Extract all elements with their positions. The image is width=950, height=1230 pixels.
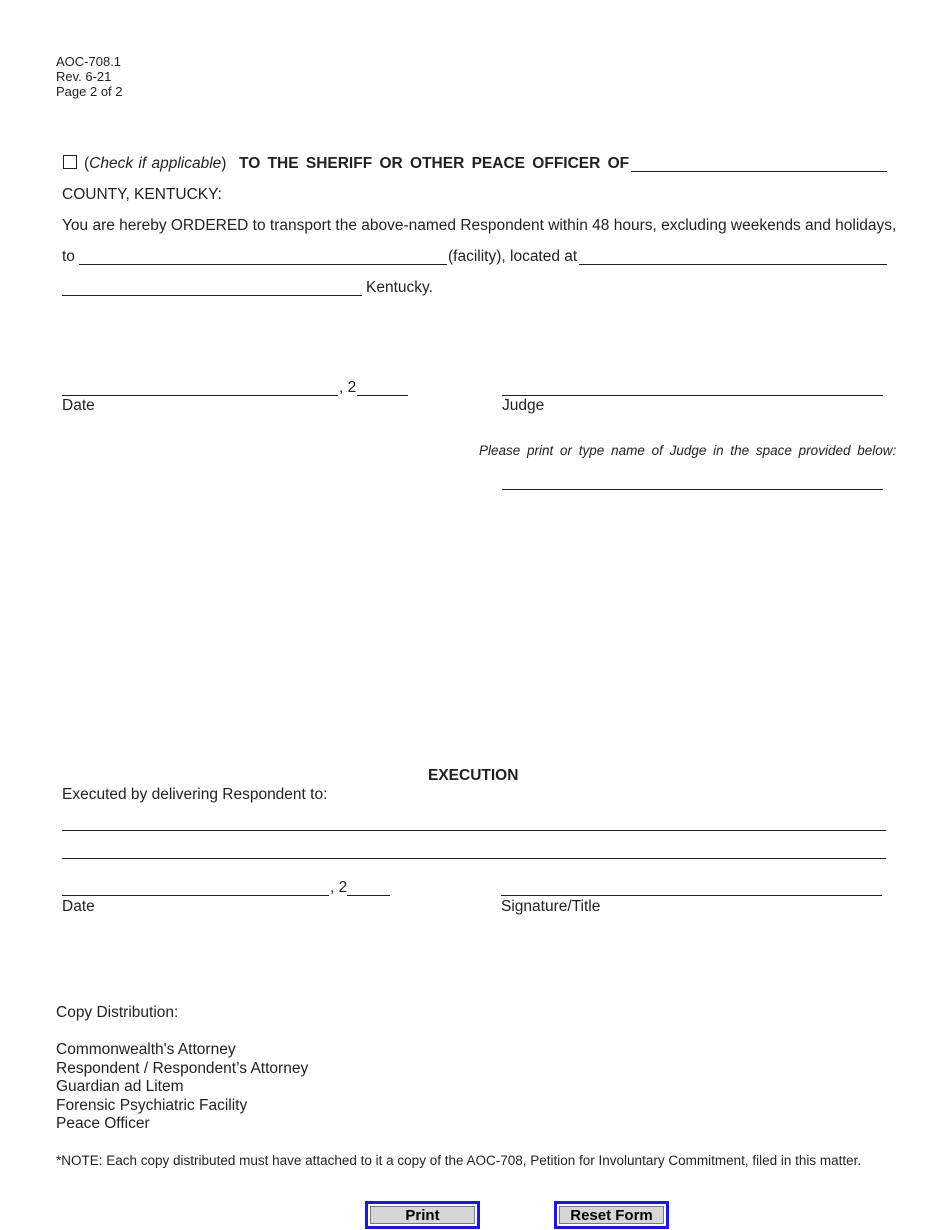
print-button[interactable] [365,1201,480,1229]
form-number: AOC-708.1 [56,54,122,69]
page-number: Page 2 of 2 [56,84,123,99]
print-button-label: Print [370,1206,475,1224]
judge-signature-field[interactable] [502,395,883,396]
facility-label: (facility), located at [448,248,578,265]
form-revision: Rev. 6-21 [56,69,112,84]
copy-distribution-title: Copy Distribution: [56,1004,179,1021]
facility-name-field[interactable] [79,264,447,265]
facility-address-field[interactable] [579,264,887,265]
facility-city-field[interactable] [62,295,362,296]
order-year-prefix: , 2 [339,379,357,396]
order-year-field[interactable] [357,395,408,396]
recipient-item: Respondent / Respondent’s Attorney [56,1060,309,1077]
judge-print-note: Please print or type name of Judge in the space provided below: [479,443,897,458]
kentucky-label: Kentucky. [366,279,433,296]
executed-delivering-text: Executed by delivering Respondent to: [62,786,328,803]
county-kentucky-text: COUNTY, KENTUCKY: [62,186,222,203]
recipient-item: Guardian ad Litem [56,1078,184,1095]
order-date-field[interactable] [62,395,338,396]
distribution-note: *NOTE: Each copy distributed must have attached to it a copy of the AOC-708, Petition for Involuntary Commitment, filed in this matter. [56,1153,862,1168]
ordered-text: You are hereby ORDERED to transport the above-named Respondent within 48 hours, excluding weekends and holidays, [62,217,897,234]
check-applicable-label: Check if applicable [89,155,222,172]
delivered-to-field-1[interactable] [62,830,886,831]
county-name-field[interactable] [631,171,887,172]
recipient-item: Commonwealth's Attorney [56,1041,236,1058]
judge-label: Judge [502,397,545,414]
execution-year-prefix: , 2 [330,879,348,896]
recipient-item: Forensic Psychiatric Facility [56,1097,248,1114]
order-date-label: Date [62,397,95,414]
execution-year-field[interactable] [347,895,390,896]
reset-form-button-label: Reset Form [559,1206,664,1224]
sheriff-heading: TO THE SHERIFF OR OTHER PEACE OFFICER OF [239,155,630,172]
recipient-item: Peace Officer [56,1115,150,1132]
judge-printed-name-field[interactable] [502,489,883,490]
execution-signature-field[interactable] [501,895,882,896]
signature-title-label: Signature/Title [501,898,601,915]
reset-form-button[interactable] [554,1201,669,1229]
execution-date-label: Date [62,898,95,915]
delivered-to-field-2[interactable] [62,858,886,859]
execution-date-field[interactable] [62,895,329,896]
to-label: to [62,248,75,265]
execution-title: EXECUTION [428,767,519,784]
check-applicable-text: (Check if applicable) [84,155,227,172]
applicable-checkbox[interactable] [63,155,77,169]
